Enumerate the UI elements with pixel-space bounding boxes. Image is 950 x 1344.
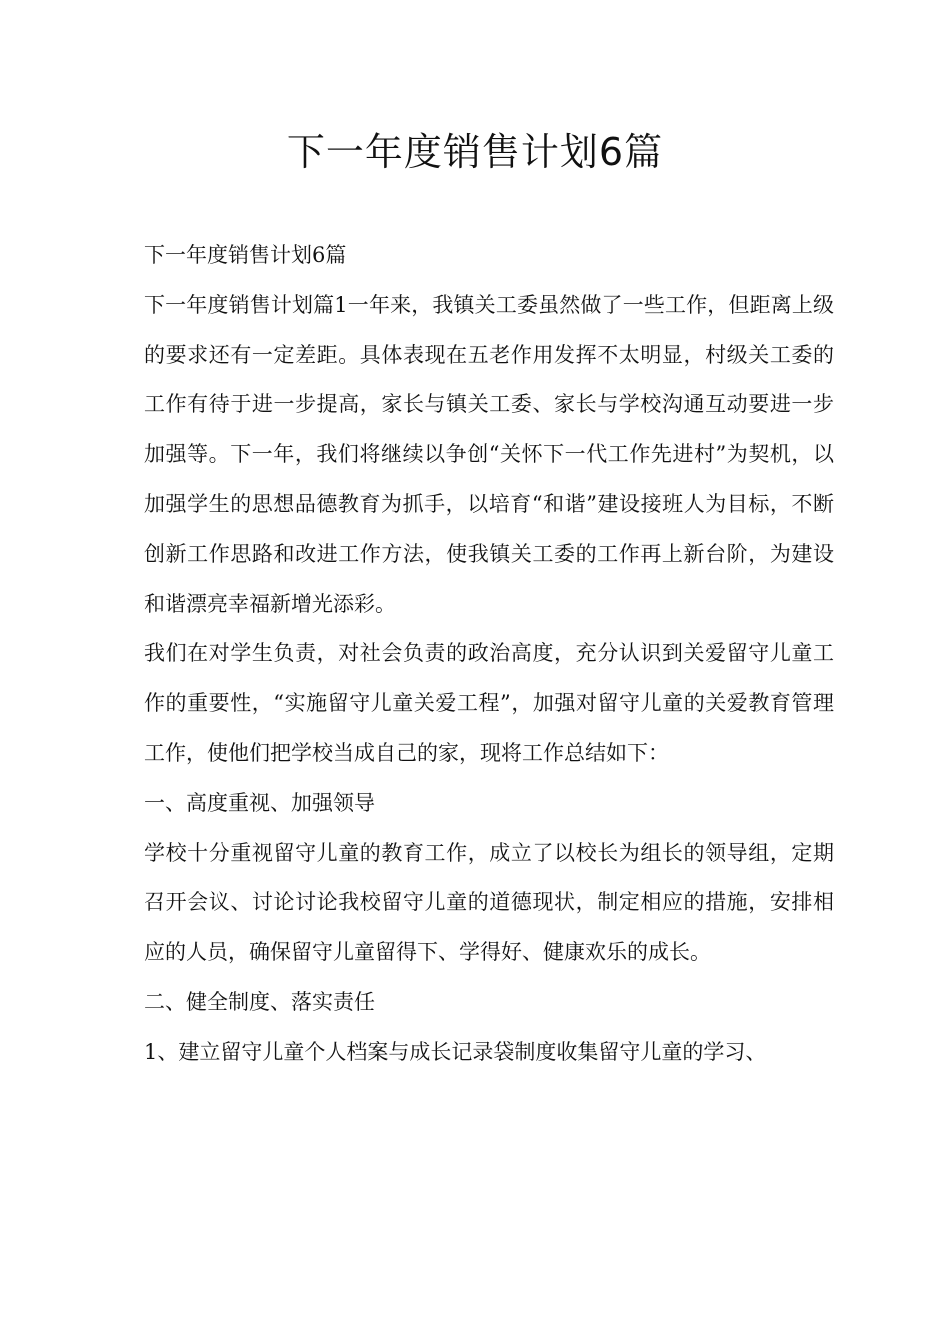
paragraph-responsibility: 我们在对学生负责，对社会负责的政治高度，充分认识到关爱留守儿童工作的重要性，“实施留守儿童关爱工程”，加强对留守儿童的关爱教育管理工作，使他们把学校当成自己的家，现将工作总结如下：	[144, 641, 834, 765]
paragraph-intro: 下一年度销售计划篇1一年来，我镇关工委虽然做了一些工作，但距离上级的要求还有一定差距。具体表现在五老作用发挥不太明显，村级关工委的工作有待于进一步提高，家长与镇关工委、家长与学校沟通互动要进一步加强等。下一年，我们将继续以争创“关怀下一代工作先进村”为契机，以加强学生的思想品德教育为抓手，以培育“和谐”建设接班人为目标，不断创新工作思路和改进工作方法，使我镇关工委的工作再上新台阶，为建设和谐漂亮幸福新增光添彩。	[144, 292, 834, 616]
document-title: 下一年度销售计划6篇	[286, 130, 664, 174]
paragraph-records: 1、建立留守儿童个人档案与成长记录袋制度收集留守儿童的学习、	[144, 1039, 767, 1064]
paragraph-subtitle: 下一年度销售计划6篇	[144, 243, 347, 267]
section-heading-1: 一、高度重视、加强领导	[144, 790, 375, 815]
document-body	[144, 231, 834, 1078]
section-heading-2: 二、健全制度、落实责任	[144, 989, 375, 1014]
paragraph-leadership: 学校十分重视留守儿童的教育工作，成立了以校长为组长的领导组，定期召开会议、讨论讨论我校留守儿童的道德现状，制定相应的措施，安排相应的人员，确保留守儿童留得下、学得好、健康欢乐的成长。	[144, 840, 834, 965]
